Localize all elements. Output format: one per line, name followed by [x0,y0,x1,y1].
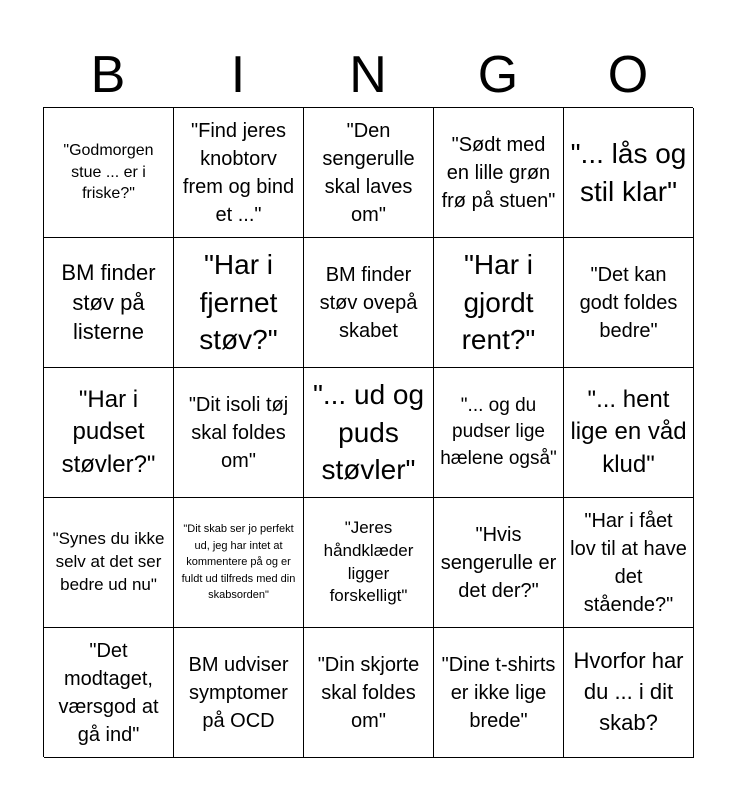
bingo-cell: "Har i pudset støvler?" [44,368,174,498]
bingo-cell: "Dit skab ser jo perfekt ud, jeg har intet at kommentere på og er fuldt ud tilfreds med din skabsorden" [174,498,304,628]
bingo-cell: "... lås og stil klar" [564,108,694,238]
bingo-cell: "Har i gjordt rent?" [434,238,564,368]
header-letter-o: O [607,46,649,104]
bingo-cell: "Synes du ikke selv at det ser bedre ud nu" [44,498,174,628]
bingo-cell: "Det modtaget, værsgod at gå ind" [44,628,174,758]
bingo-cell: "... og du pudser lige hælene også" [434,368,564,498]
bingo-cell: "Find jeres knobtorv frem og bind et ..." [174,108,304,238]
bingo-cell: "Dine t-shirts er ikke lige brede" [434,628,564,758]
bingo-header [43,44,693,106]
bingo-cell: BM finder støv på listerne [44,238,174,368]
bingo-cell: "Det kan godt foldes bedre" [564,238,694,368]
header-letter-b: B [90,46,126,104]
bingo-cell: "... ud og puds støvler" [304,368,434,498]
bingo-cell: "... hent lige en våd klud" [564,368,694,498]
bingo-cell: "Din skjorte skal foldes om" [304,628,434,758]
bingo-cell: BM finder støv ovepå skabet [304,238,434,368]
bingo-cell: "Har i fjernet støv?" [174,238,304,368]
bingo-cell: "Hvis sengerulle er det der?" [434,498,564,628]
bingo-cell: "Har i fået lov til at have det stående?" [564,498,694,628]
header-letter-g: G [477,46,519,104]
header-letter-n: N [349,46,387,104]
bingo-cell: "Sødt med en lille grøn frø på stuen" [434,108,564,238]
bingo-grid [43,107,693,757]
bingo-cell: Hvorfor har du ... i dit skab? [564,628,694,758]
bingo-cell: "Den sengerulle skal laves om" [304,108,434,238]
bingo-cell: "Jeres håndklæder ligger forskelligt" [304,498,434,628]
bingo-cell: "Godmorgen stue ... er i friske?" [44,108,174,238]
bingo-cell: "Dit isoli tøj skal foldes om" [174,368,304,498]
header-letter-i: I [230,46,246,104]
bingo-cell: BM udviser symptomer på OCD [174,628,304,758]
